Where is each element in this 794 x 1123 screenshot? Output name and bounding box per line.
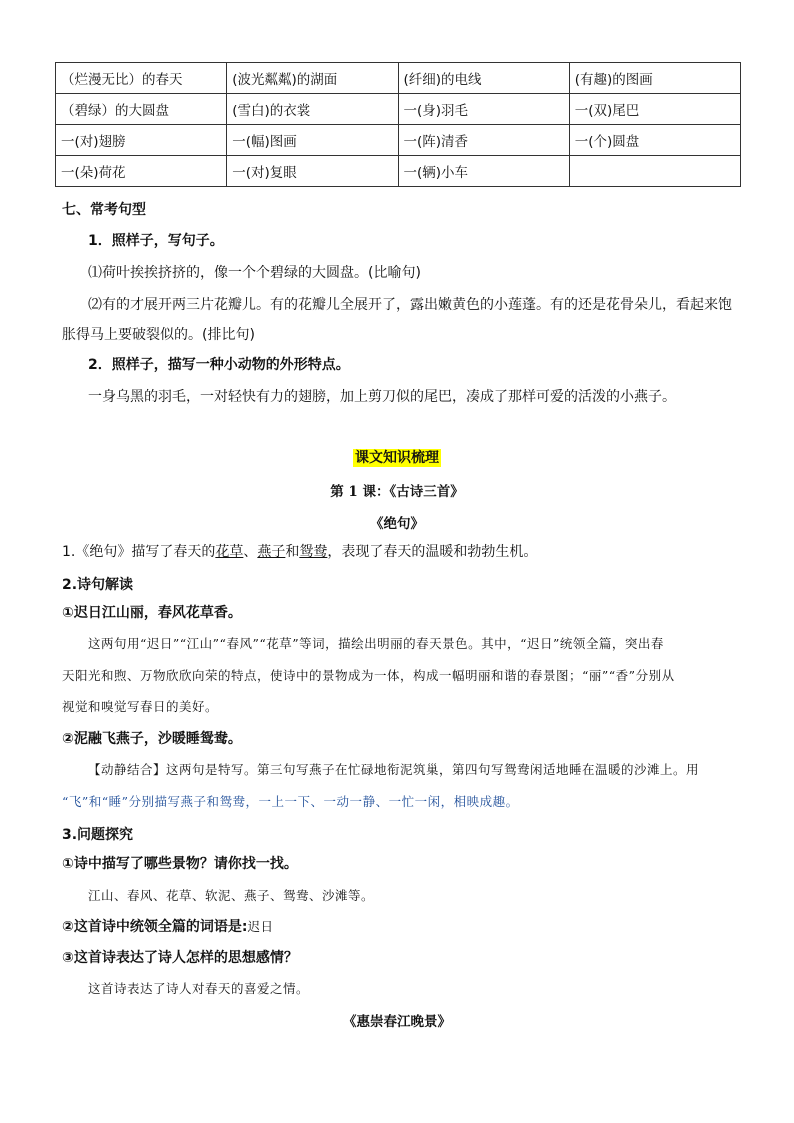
vocabulary-table: [55, 62, 741, 187]
poem-intro: [62, 541, 537, 561]
poem-title-jueju: 《绝句》: [370, 516, 424, 532]
question-2-answer: 一身乌黑的羽毛，一对轻快有力的翅膀，加上剪刀似的尾巴，凑成了那样可爱的活泼的小燕子。: [88, 389, 676, 405]
lesson-title: 第 1 课：《古诗三首》: [330, 484, 464, 500]
table-cell: 一(个)圆盘: [569, 125, 740, 156]
table-cell: 一(幅)图画: [227, 125, 398, 156]
verse-1: ①迟日江山丽，春风花草香。: [62, 605, 242, 621]
table-row: [56, 156, 741, 187]
table-cell: 一(辆)小车: [398, 156, 569, 187]
example-sentence-2-line-1: ⑵有的才展开两三片花瓣儿。有的花瓣儿全展开了，露出嫩黄色的小莲蓬。有的还是花骨朵儿，看起来饱: [88, 297, 732, 313]
table-cell: 一(对)翅膀: [56, 125, 227, 156]
table-cell: (波光粼粼)的湖面: [227, 63, 398, 94]
question-1: 1．照样子，写句子。: [88, 233, 224, 249]
subsection-title: 2.诗句解读: [62, 577, 134, 593]
verse-1-explanation-line-2: 天阳光和煦、万物欣欣向荣的特点，使诗中的景物成为一体，构成一幅明丽和谐的春景图；“丽”“香”分别从: [62, 668, 675, 683]
table-cell: (纤细)的电线: [398, 63, 569, 94]
table-row: [56, 63, 741, 94]
table-row: [56, 94, 741, 125]
table-cell: （碧绿）的大圆盘: [56, 94, 227, 125]
intro-text: ，表现了春天的温暖和勃勃生机。: [327, 544, 538, 560]
question-key-word: [62, 916, 273, 936]
question-emotion: ③这首诗表达了诗人怎样的思想感情？: [62, 950, 298, 966]
table-cell: (有趣)的图画: [569, 63, 740, 94]
section-title: 七、常考句型: [62, 202, 146, 218]
section-heading: [0, 447, 794, 467]
example-sentence-2-line-2: 胀得马上要破裂似的。(排比句): [62, 327, 255, 343]
table-row: [56, 125, 741, 156]
verse-1-explanation-line-1: 这两句用“迟日”“江山”“春风”“花草”等词，描绘出明丽的春天景色。其中，“迟日”统领全篇，突出春: [88, 636, 664, 651]
intro-text: 和: [285, 544, 300, 560]
answer-emotion: 这首诗表达了诗人对春天的喜爱之情。: [88, 981, 310, 996]
question-scenery: ①诗中描写了哪些景物？请你找一找。: [62, 856, 298, 872]
table-cell: [569, 156, 740, 187]
table-cell: 一(对)复眼: [227, 156, 398, 187]
intro-text: 、: [243, 544, 258, 560]
poem-title-huichong: 《惠崇春江晚景》: [343, 1014, 451, 1030]
intro-text: 1.《绝句》描写了春天的: [62, 544, 216, 560]
answer-text: 迟日: [247, 919, 274, 934]
table-cell: 一(阵)清香: [398, 125, 569, 156]
verse-2-explanation-line-1: 【动静结合】这两句是特写。第三句写燕子在忙碌地衔泥筑巢，第四句写鸳鸯闲适地睡在温暖的沙滩上。用: [88, 762, 700, 777]
table-cell: (雪白)的衣裳: [227, 94, 398, 125]
answer-scenery: 江山、春风、花草、软泥、燕子、鸳鸯、沙滩等。: [88, 888, 375, 903]
highlighted-heading: 课文知识梳理: [355, 450, 439, 466]
question-text: ②这首诗中统领全篇的词语是:: [62, 919, 248, 935]
underlined-term: 燕子: [257, 544, 286, 560]
table-cell: （烂漫无比）的春天: [56, 63, 227, 94]
verse-2-explanation-line-2: “飞”和“睡”分别描写燕子和鸳鸯，一上一下、一动一静、一忙一闲，相映成趣。: [62, 794, 519, 809]
underlined-term: 花草: [215, 544, 244, 560]
table-cell: 一(身)羽毛: [398, 94, 569, 125]
table-cell: 一(朵)荷花: [56, 156, 227, 187]
verse-2: ②泥融飞燕子，沙暖睡鸳鸯。: [62, 731, 242, 747]
subsection-title: 3.问题探究: [62, 827, 134, 843]
question-2: 2．照样子，描写一种小动物的外形特点。: [88, 357, 350, 373]
example-sentence-1: ⑴荷叶挨挨挤挤的，像一个个碧绿的大圆盘。(比喻句): [88, 265, 421, 281]
verse-1-explanation-line-3: 视觉和嗅觉写春日的美好。: [62, 699, 219, 714]
table-cell: 一(双)尾巴: [569, 94, 740, 125]
underlined-term: 鸳鸯: [299, 544, 328, 560]
